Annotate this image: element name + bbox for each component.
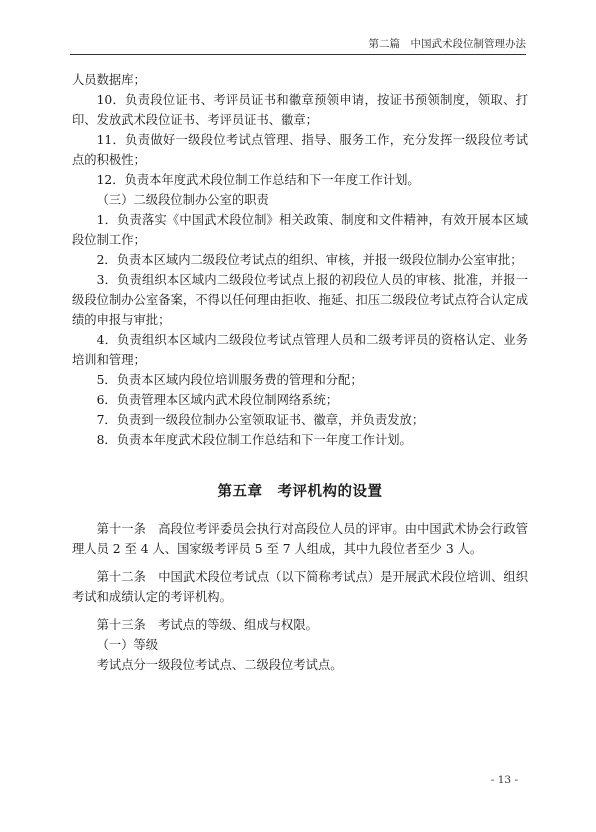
article-13: 第十三条 考试点的等级、组成与权限。 [96,618,318,632]
document-body [72,70,528,675]
section-heading-level2-office: （三）二级段位制办公室的职责 [96,193,269,207]
chapter-title: 第五章 考评机构的设置 [217,484,383,500]
running-header: 第二篇 中国武术段位制管理办法 [368,38,526,50]
subsection-heading-level: （一）等级 [96,638,159,652]
paragraph-continuation: 人员数据库； [72,73,146,87]
article-12: 第十二条 中国武术段位考试点（以下简称考试点）是开展武术段位培训、组织考试和成绩认定的考评机构。 [72,570,528,604]
list-item-5: 5．负责本区域内段位培训服务费的管理和分配； [96,373,363,387]
paragraph-exam-sites: 考试点分一级段位考试点、二级段位考试点。 [96,658,343,672]
list-item-1: 1．负责落实《中国武术段位制》相关政策、制度和文件精神，有效开展本区域段位制工作； [72,213,528,247]
list-item-3: 3．负责组织本区域内二级段位考试点上报的初段位人员的审核、批准，并报一级段位制办公室备案，不得以任何理由拒收、拖延、扣压二级段位考试点符合认定成绩的申报与审批； [72,273,528,327]
list-item-4: 4．负责组织本区域内二级段位考试点管理人员和二级考评员的资格认定、业务培训和管理； [72,333,528,367]
list-item-10: 10．负责段位证书、考评员证书和徽章预领申请，按证书预领制度，领取、打印、发放武术段位证书、考评员证书、徽章； [72,93,528,127]
list-item-2: 2．负责本区域内二级段位考试点的组织、审核，并报一级段位制办公室审批； [96,253,523,267]
list-item-12: 12．负责本年度武术段位制工作总结和下一年度工作计划。 [96,173,420,187]
header-rule [70,54,526,55]
list-item-8: 8．负责本年度武术段位制工作总结和下一年度工作计划。 [96,433,412,447]
page-number: - 13 - [490,774,518,786]
list-item-7: 7．负责到一级段位制办公室领取证书、徽章，并负责发放； [96,413,425,427]
article-11: 第十一条 高段位考评委员会执行对高段位人员的评审。由中国武术协会行政管理人员 2 至 4 人、国家级考评员 5 至 7 人组成，其中九段位者至少 3 人。 [72,522,528,556]
list-item-11: 11．负责做好一级段位考试点管理、指导、服务工作，充分发挥一级段位考试点的积极性； [72,133,528,167]
list-item-6: 6．负责管理本区域内武术段位制网络系统； [96,393,339,407]
